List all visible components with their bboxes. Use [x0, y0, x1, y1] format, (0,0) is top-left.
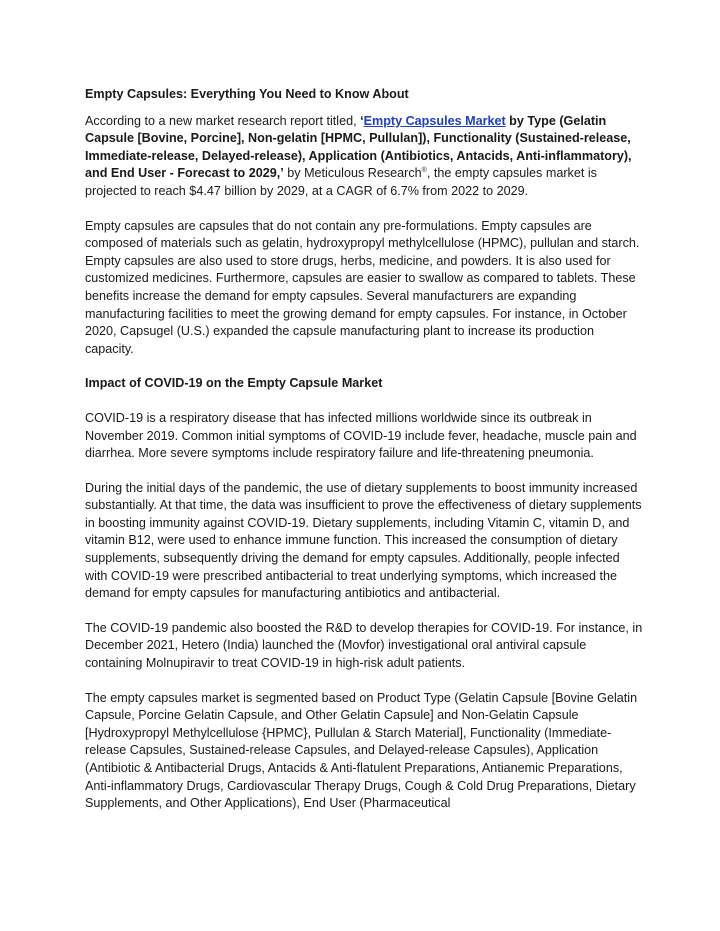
report-link[interactable]: Empty Capsules Market: [363, 113, 506, 128]
intro-paragraph: [85, 113, 645, 201]
report-title-rest: by Type (Gelatin Capsule [Bovine, Porcine], Non-gelatin [HPMC, Pullulan]), Functionality (Sustained-release, Immediate-release, Delayed-release), Application (Antibiotics, Antacids, Anti-inflammatory), and End User - Forecast to 2029,’: [85, 113, 632, 181]
trademark-mark: ®: [421, 167, 427, 175]
intro-lead: According to a new market research report titled,: [85, 113, 361, 128]
paragraph-rd: The COVID-19 pandemic also boosted the R&D to develop therapies for COVID-19. For instance, in December 2021, Hetero (India) launched the (Movfor) investigational oral antiviral capsule containing Molnupiravir to treat COVID-19 in high-risk adult patients.: [85, 620, 643, 671]
intro-tail: , the empty capsules market is projected to reach $4.47 billion by 2029, at a CAGR of 6.7% from 2022 to 2029.: [85, 166, 597, 198]
paragraph-covid-overview: COVID-19 is a respiratory disease that has infected millions worldwide since its outbreak in November 2019. Common initial symptoms of COVID-19 include fever, headache, muscle pain and diarrhea. More severe symptoms include respiratory failure and life-threatening pneumonia.: [85, 410, 637, 461]
quote-open: ‘: [360, 113, 364, 128]
paragraph-pandemic-supplements: During the initial days of the pandemic, the use of dietary supplements to boost immunity increased substantially. At that time, the data was insufficient to prove the effectiveness of dietary supplements in boosting immunity against COVID-19. Dietary supplements, including Vitamin C, vitamin D, and vitamin B12, were used to enhance immune function. This increased the consumption of dietary supplements, subsequently driving the demand for empty capsules. Additionally, people infected with COVID-19 were prescribed antibacterial to treat underlying symptoms, which increased the demand for empty capsules for manufacturing antibiotics and antibacterial.: [85, 480, 642, 601]
paragraph-segmentation: The empty capsules market is segmented based on Product Type (Gelatin Capsule [Bovine Gelatin Capsule, Porcine Gelatin Capsule, and Other Gelatin Capsule] and Non-Gelatin Capsule [Hydroxypropyl Methylcellulose {HPMC}, Pullulan & Starch Material], Functionality (Immediate-release Capsules, Sustained-release Capsules, and Delayed-release Capsules), Application (Antibiotic & Antibacterial Drugs, Antacids & Anti-flatulent Preparations, Antianemic Preparations, Anti-inflammatory Drugs, Cardiovascular Therapy Drugs, Cough & Cold Drug Preparations, Dietary Supplements, and Other Applications), End User (Pharmaceutical: [85, 690, 638, 811]
document-body: [85, 86, 645, 830]
document-title: Empty Capsules: Everything You Need to Know About: [85, 87, 409, 101]
paragraph-empty-capsules: Empty capsules are capsules that do not contain any pre-formulations. Empty capsules are composed of materials such as gelatin, hydroxypropyl methylcellulose (HPMC), pullulan and starch. Empty capsules are also used to store drugs, herbs, medicine, and powders. It is also used for customized medicines. Furthermore, capsules are easier to swallow as compared to tablets. These benefits increase the demand for empty capsules. Several manufacturers are expanding manufacturing facilities to meet the growing demand for empty capsules. For instance, in October 2020, Capsugel (U.S.) expanded the capsule manufacturing plant to increase its production capacity.: [85, 218, 640, 356]
by-text: by Meticulous Research: [283, 166, 422, 181]
section-heading-covid: Impact of COVID-19 on the Empty Capsule Market: [85, 376, 383, 391]
